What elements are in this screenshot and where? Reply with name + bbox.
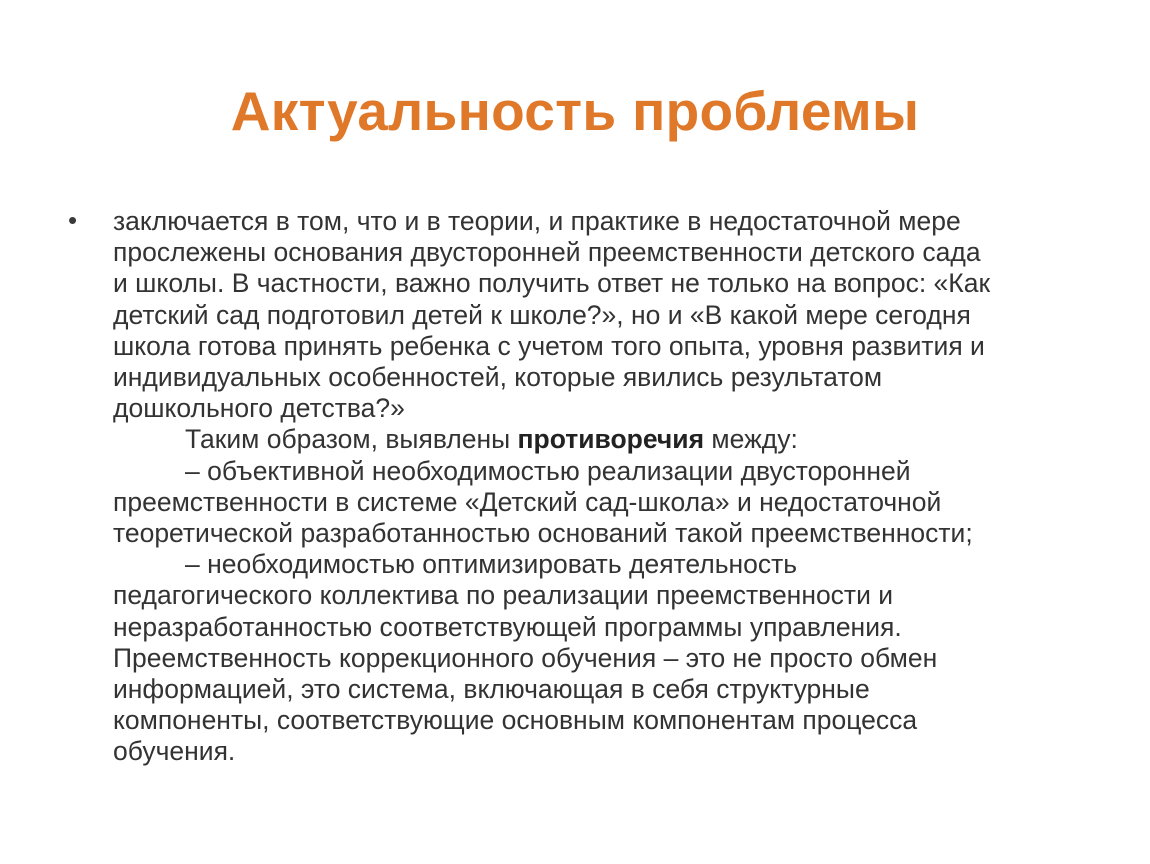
text-line: индивидуальных особенностей, которые явились результатом xyxy=(113,362,883,393)
contradiction-item-2-line: неразработанностью соответствующей программы управления. xyxy=(113,611,902,642)
text-line: заключается в том, что и в теории, и практике в недостаточной мере xyxy=(113,206,961,236)
contradictions-intro-after: между: xyxy=(704,424,798,455)
contradiction-item-1-line: теоретической разработанностью оснований такой преемственности; xyxy=(113,518,973,549)
slide-title: Актуальность проблемы xyxy=(230,80,920,142)
contradictions-keyword: противоречия xyxy=(517,424,705,455)
slide-body xyxy=(113,206,1103,768)
closing-paragraph-line: Преемственность коррекционного обучения – это не просто обмен xyxy=(113,642,938,673)
contradictions-intro xyxy=(113,424,1103,455)
contradiction-item-1-line: – объективной необходимостью реализации двусторонней xyxy=(185,455,911,486)
text-line: дошкольного детства?» xyxy=(113,393,405,424)
contradictions-intro-before: Таким образом, выявлены xyxy=(185,424,518,455)
closing-paragraph-line: информацией, это система, включающая в себя структурные xyxy=(113,674,870,705)
contradiction-item-1-line: преемственности в системе «Детский сад-школа» и недостаточной xyxy=(113,486,942,517)
closing-paragraph-line: компоненты, соответствующие основным компонентам процесса xyxy=(113,705,918,736)
contradiction-item-2-line: педагогического коллектива по реализации преемственности и xyxy=(113,580,894,611)
text-line: детский сад подготовил детей к школе?», но и «В какой мере сегодня xyxy=(113,299,971,330)
text-line: прослежены основания двусторонней преемственности детского сада xyxy=(113,237,981,268)
text-line: школа готова принять ребенка с учетом того опыта, уровня развития и xyxy=(113,330,985,361)
text-line: и школы. В частности, важно получить ответ не только на вопрос: «Как xyxy=(113,268,991,299)
contradiction-item-2-line: – необходимостью оптимизировать деятельность xyxy=(185,549,798,580)
closing-paragraph-line: обучения. xyxy=(113,736,236,767)
bullet-icon: • xyxy=(68,205,78,235)
